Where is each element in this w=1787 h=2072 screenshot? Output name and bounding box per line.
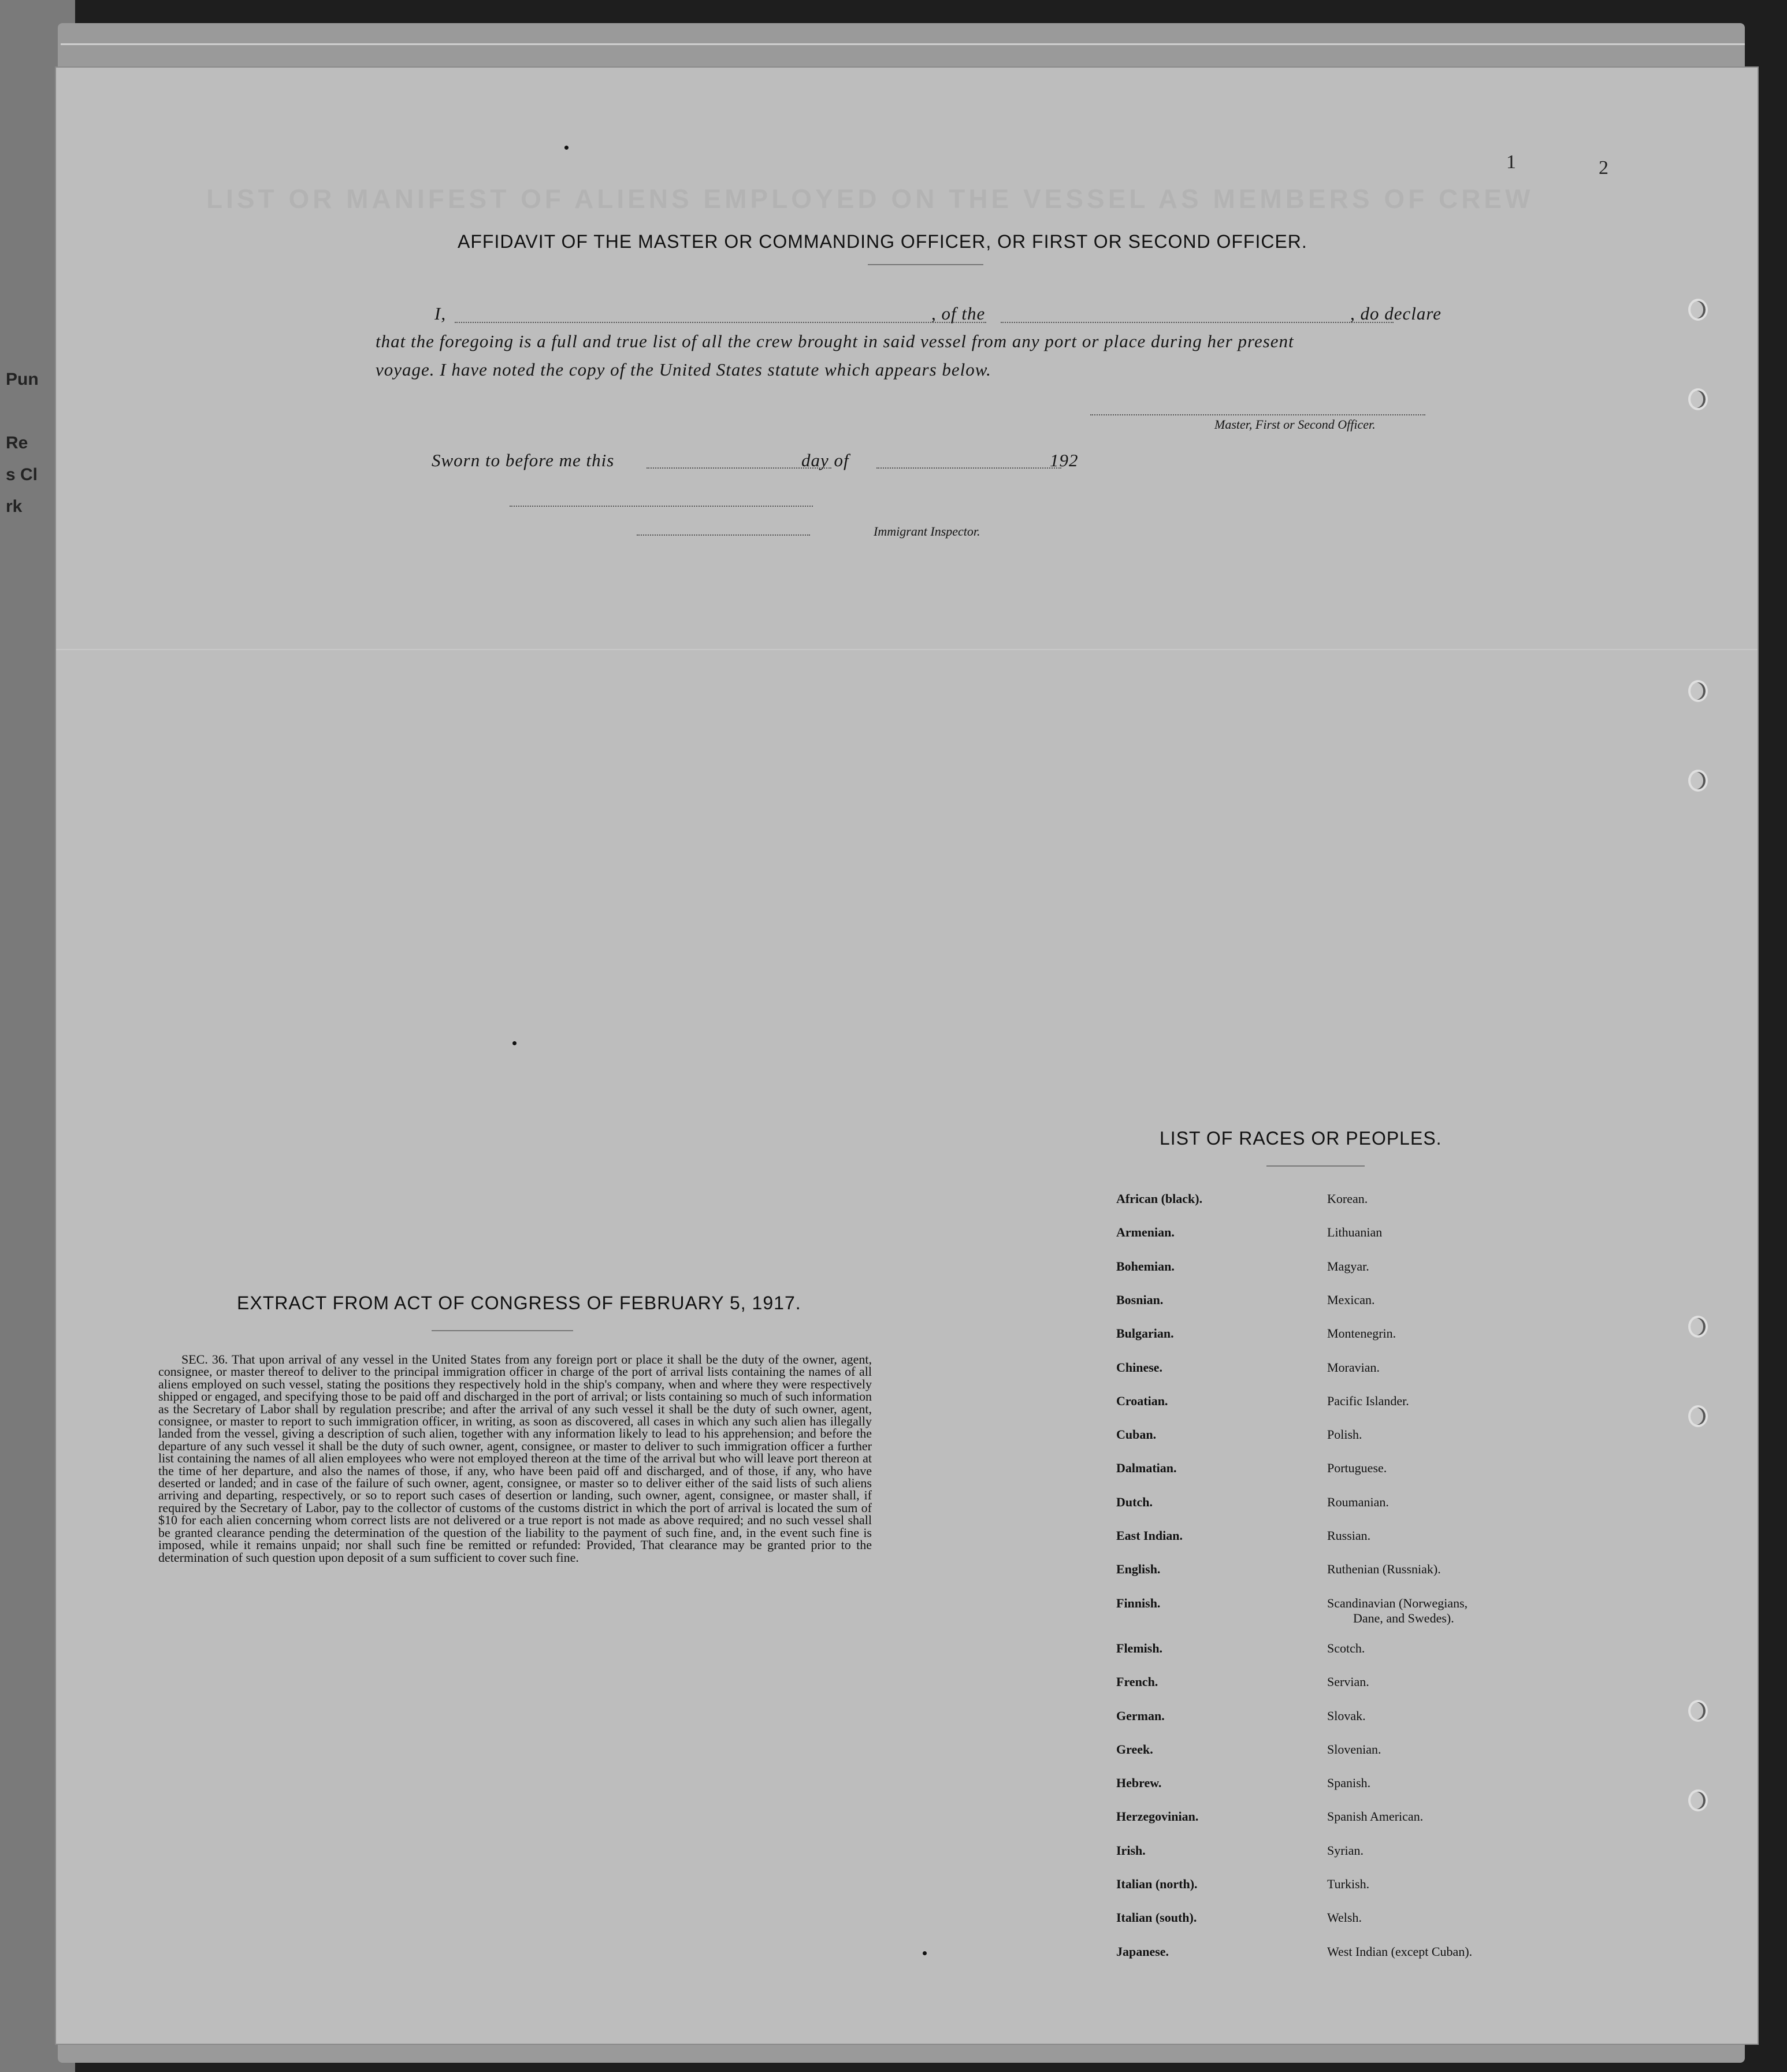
form-page <box>55 66 1759 2045</box>
sworn-text: Sworn to before me this <box>432 450 615 470</box>
affidavit-i: I, <box>434 303 447 324</box>
race-item: Irish. <box>1116 1843 1146 1858</box>
race-item: Turkish. <box>1327 1877 1370 1891</box>
binder-hole <box>1688 1789 1708 1811</box>
race-item: Slovenian. <box>1327 1742 1381 1757</box>
ink-speck <box>512 1041 517 1045</box>
inspector-label: Immigrant Inspector. <box>874 524 980 539</box>
act-title: EXTRACT FROM ACT OF CONGRESS OF FEBRUARY 5, 1917. <box>237 1293 801 1313</box>
race-item: Lithuanian <box>1327 1225 1383 1239</box>
race-item: Magyar. <box>1327 1259 1369 1273</box>
race-item: Chinese. <box>1116 1360 1163 1375</box>
margin-fragment: s Cl <box>6 465 38 484</box>
margin-fragment: Pun <box>6 370 39 389</box>
binder-hole <box>1688 1405 1708 1427</box>
page-stack-edge <box>61 43 1745 45</box>
day-of-text: day of <box>801 450 849 470</box>
act-paragraph: SEC. 36. That upon arrival of any vessel in the United States from any foreign port or place it shall be the duty of the owner, agent, consignee, or master thereof to deliver to the principal immigration officer in charge of the port of arrival lists containing the names of all aliens employed on such vessel, stating the positions they respectively hold in the ship's company, when and where they were respectively shipped or engaged, and specifying those to be paid off and discharged in the port of arrival; or lists containing so much of such information as the Secretary of Labor shall by regulation prescribe; and after the arrival of any such vessel it shall be the duty of such owner, agent, consignee, or master to report to such immigration officer, in writing, as soon as discovered, all cases in which any such alien has illegally landed from the vessel, giving a description of such alien, together with any information likely to lead to his apprehension; and before the departure of any such vessel it shall be the duty of such owner, agent, consignee, or master to deliver to such immigration officer a further list containing the names of all alien employees who were not employed thereon at the time of the arrival but who will leave port thereon at the time of her departure, and also the names of those, if any, who have been paid off and discharged, and of those, if any, who have deserted or landed; and in case of the failure of such owner, agent, consignee, or master so to deliver either of the said lists of such aliens arriving and departing, respectively, or so to report such cases of desertion or landing, such owner, agent, consignee, or master shall, if required by the Secretary of Labor, pay to the collector of customs of the customs district in which the port of arrival is located the sum of $10 for each alien concerning whom correct lists are not delivered or a true report is not made as above required; and no such vessel shall be granted clearance pending the determination of the question of the liability to the payment of such fine, and, in the event such fine is imposed, while it remains unpaid; nor shall such fine be remitted or refunded: Provided, That clearance may be granted prior to the determination of such question upon deposit of a sum sufficient to cover such fine. <box>158 1352 872 1565</box>
races-title: LIST OF RACES OR PEOPLES. <box>1160 1128 1442 1149</box>
race-item: Servian. <box>1327 1674 1369 1689</box>
race-item: English. <box>1116 1562 1161 1576</box>
title-rule <box>868 264 983 265</box>
affidavit-title: AFFIDAVIT OF THE MASTER OR COMMANDING OFFICER, OR FIRST OR SECOND OFFICER. <box>458 231 1307 252</box>
year-text: 192 <box>1050 450 1079 470</box>
act-title-rule <box>432 1330 573 1331</box>
race-item: East Indian. <box>1116 1528 1183 1543</box>
race-item: Spanish. <box>1327 1776 1371 1790</box>
signature-label: Master, First or Second Officer. <box>1214 417 1376 432</box>
race-item: Italian (north). <box>1116 1877 1198 1891</box>
affidavit-line-3: voyage. I have noted the copy of the United States statute which appears below. <box>376 359 991 380</box>
binder-hole <box>1688 680 1708 702</box>
race-item: West Indian (except Cuban). <box>1327 1944 1473 1959</box>
race-item: German. <box>1116 1709 1165 1723</box>
race-item: Portuguese. <box>1327 1461 1387 1475</box>
race-item: Flemish. <box>1116 1641 1163 1655</box>
race-item: Slovak. <box>1327 1709 1366 1723</box>
race-item: Dane, and Swedes). <box>1353 1611 1454 1625</box>
race-item: Bosnian. <box>1116 1293 1164 1307</box>
race-item: Herzegovinian. <box>1116 1809 1199 1824</box>
pencil-mark: 1 <box>1506 151 1516 173</box>
pencil-mark: 2 <box>1599 157 1608 179</box>
race-item: Italian (south). <box>1116 1910 1197 1925</box>
race-item: Cuban. <box>1116 1427 1157 1442</box>
race-item: Dutch. <box>1116 1495 1153 1509</box>
inspector-blank <box>637 534 810 536</box>
race-item: Korean. <box>1327 1191 1368 1206</box>
binder-hole <box>1688 770 1708 792</box>
race-item: Dalmatian. <box>1116 1461 1177 1475</box>
race-item: Ruthenian (Russniak). <box>1327 1562 1441 1576</box>
race-item: Japanese. <box>1116 1944 1169 1959</box>
margin-fragment: Re <box>6 433 28 452</box>
race-item: Mexican. <box>1327 1293 1375 1307</box>
race-item: Bulgarian. <box>1116 1326 1174 1341</box>
race-item: Bohemian. <box>1116 1259 1175 1273</box>
race-item: Roumanian. <box>1327 1495 1389 1509</box>
ink-speck <box>564 146 569 150</box>
affidavit-line-2: that the foregoing is a full and true list of all the crew brought in said vessel from any port or place during her present <box>376 331 1294 351</box>
affidavit-of-the: , of the <box>931 303 986 324</box>
race-item: Scotch. <box>1327 1641 1365 1655</box>
race-item: Spanish American. <box>1327 1809 1424 1824</box>
vessel-blank <box>1001 322 1394 323</box>
race-item: Scandinavian (Norwegians, <box>1327 1596 1468 1610</box>
race-item: Polish. <box>1327 1427 1362 1442</box>
month-blank <box>876 467 1061 469</box>
race-item: Moravian. <box>1327 1360 1380 1375</box>
binder-hole <box>1688 388 1708 410</box>
race-item: Finnish. <box>1116 1596 1161 1610</box>
bleed-through-text: LIST OR MANIFEST OF ALIENS EMPLOYED ON THE VESSEL AS MEMBERS OF CREW <box>206 184 1534 214</box>
race-item: Croatian. <box>1116 1394 1168 1408</box>
race-item: Armenian. <box>1116 1225 1175 1239</box>
act-text <box>158 1353 872 1564</box>
race-item: Montenegrin. <box>1327 1326 1396 1341</box>
binder-hole <box>1688 1700 1708 1722</box>
inspector-signature-blank <box>510 506 813 507</box>
race-item: Russian. <box>1327 1528 1371 1543</box>
race-item: Welsh. <box>1327 1910 1362 1925</box>
race-item: African (black). <box>1116 1191 1203 1206</box>
margin-fragment: rk <box>6 497 23 516</box>
name-blank <box>455 322 986 323</box>
race-item: Syrian. <box>1327 1843 1364 1858</box>
race-item: Hebrew. <box>1116 1776 1162 1790</box>
race-item: French. <box>1116 1674 1158 1689</box>
races-title-rule <box>1266 1165 1365 1167</box>
affidavit-do-declare: , do declare <box>1350 303 1442 324</box>
page-fold <box>56 649 1758 650</box>
binder-hole <box>1688 1316 1708 1338</box>
ink-speck <box>923 1951 927 1955</box>
binder-hole <box>1688 299 1708 321</box>
signature-blank <box>1090 414 1425 415</box>
race-item: Greek. <box>1116 1742 1153 1757</box>
race-item: Pacific Islander. <box>1327 1394 1409 1408</box>
